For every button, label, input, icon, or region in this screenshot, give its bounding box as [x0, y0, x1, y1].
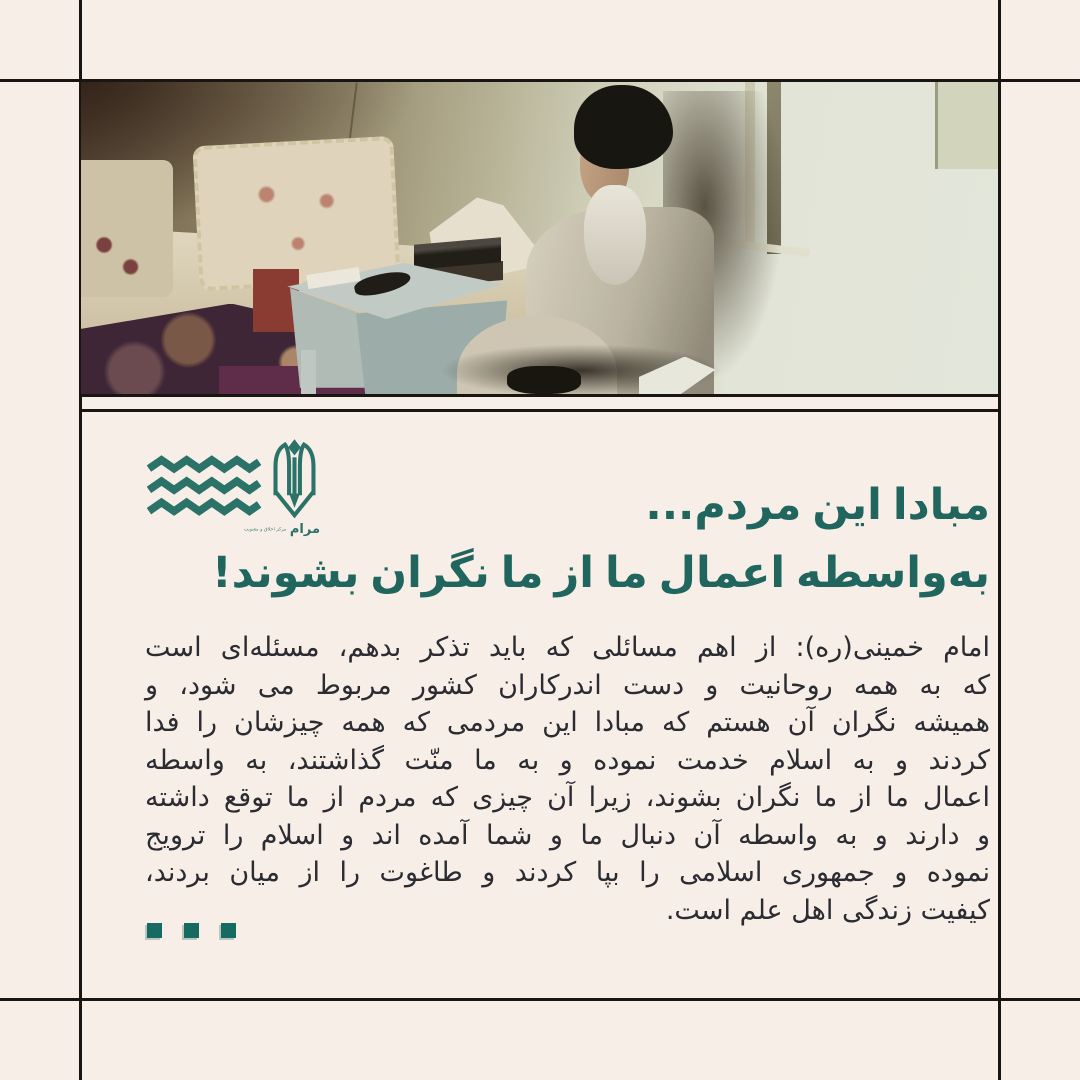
footer-square	[147, 923, 162, 938]
quote-line: همیشه نگران آن هستم که مبادا این مردمی که همه چیزشان را فدا	[145, 707, 990, 738]
footer-square	[184, 923, 199, 938]
quote-line: که به همه روحانیت و دست اندرکاران کشور مربوط می شود، و	[145, 669, 990, 701]
headline-line1: مبادا این مردم...	[645, 480, 990, 530]
headline-line2: به‌واسطه اعمال ما از ما نگران بشوند!	[212, 548, 990, 598]
photo-imam-khomeini	[81, 82, 998, 394]
quote-line: کیفیت زندگی اهل علم است.	[665, 894, 990, 926]
footer-square	[221, 923, 236, 938]
quote-body	[145, 629, 990, 929]
logo-wordmark: مرام	[289, 522, 320, 537]
frame-line-bottom	[0, 998, 1080, 1001]
headline	[138, 471, 990, 607]
quote-line: کردند و به اسلام خدمت نموده و به ما منّت گذاشتند، به واسطه	[145, 744, 990, 776]
quote-line: و دارند و به واسطه آن دنبال ما و شما آمده اند و اسلام را ترویج	[145, 819, 990, 851]
frame-line-card-top	[79, 409, 1001, 412]
photo-color-tone-overlay	[81, 82, 998, 394]
frame-line-vertical-right	[998, 0, 1001, 1080]
logo-tagline: مرکز اخلاق و معنویت	[244, 526, 287, 533]
quote-line: اعمال ما از ما نگران بشوند، زیرا آن چیزی که مردم از ما توقع داشته	[145, 782, 990, 813]
quote-line: امام خمینی(ره): از اهم مسائلی که باید تذکر بدهم، مسئله‌ای است	[145, 632, 990, 663]
quote-line: نموده و جمهوری اسلامی را بپا کردند و طاغوت را از میان بردند،	[145, 857, 990, 888]
footer-squares	[147, 923, 236, 938]
frame-line-photo-bottom	[79, 394, 1001, 397]
